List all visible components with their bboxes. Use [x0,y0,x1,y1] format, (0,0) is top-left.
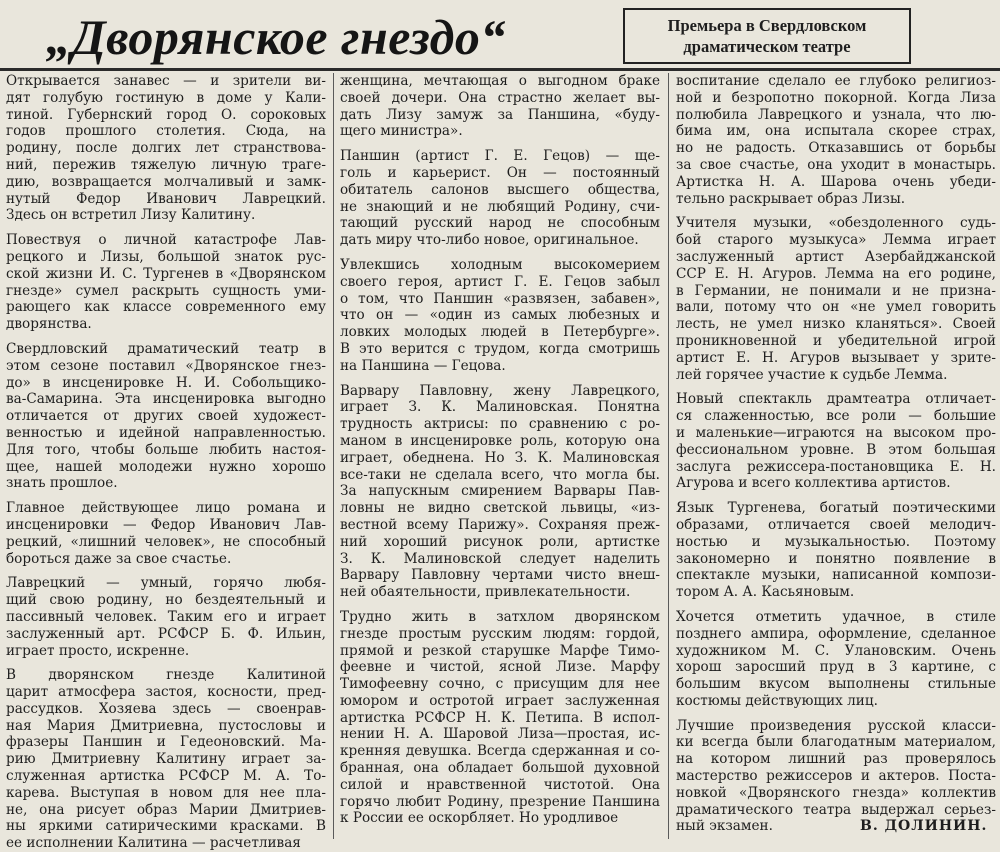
text-line: голь и карьерист. Он — постоянный [340,164,660,181]
text-line: феевне и чистой, ясной Лизе. Марфу [340,659,660,676]
text-line: служенная артистка РСФСР М. А. То- [6,768,326,785]
text-line: В это верится с трудом, когда смотришь [340,340,660,357]
text-line: играет просто, искренне. [6,642,190,659]
text-line: ее исполнении Калитина — расчетливая [6,835,301,852]
text-line: своей дочери. Она страстно желает вы- [340,89,660,106]
text-line: знать прошлое. [6,475,118,492]
article-column-1 [6,73,326,852]
text-line: образами, отличается своей мелодич- [676,516,996,533]
text-line: заслуга режиссера-постановщика Е. Н. [676,458,996,475]
paragraph [340,148,660,249]
text-line: на Паншина — Гецова. [340,357,506,374]
text-line: тором А. А. Касьяновым. [676,584,855,601]
text-line: ловких молодых людей в Петербурге». [340,324,660,341]
text-line: дать миру что-либо новое, оригинальное. [340,232,639,249]
paragraph [676,215,996,383]
rubric-text: Премьера в Свердловском драматическом театре [667,16,867,56]
text-line: Варвару Павловну, жену Лаврецкого, [340,382,660,399]
text-line: ловны не видно светской львицы, «из- [340,500,660,517]
text-line: годов прошлого столетия. Сюда, на [6,123,326,140]
text-line: В дворянском гнезде Калитиной [6,667,326,684]
text-line: драматического театра выдержал серьез- [676,801,996,818]
text-line: дию, возвращается молчаливый и замк- [6,173,326,190]
text-line: полюбила Лаврецкого и узнала, что лю- [676,106,996,123]
paragraph [676,73,996,207]
text-line: Лаврецкий — умный, горячо любя- [6,575,326,592]
text-line: Артистка Н. А. Шарова очень убеди- [676,173,996,190]
text-line: щего министра». [340,123,463,140]
text-line: бороться даже за свое счастье. [6,550,232,567]
text-line: ний хороший рисунок роли, артистке [340,533,660,550]
text-line: прямой и резкой старушке Марфе Тимо- [340,642,660,659]
article-headline: „Дворянское гнездо“ [46,9,506,65]
text-line: женщина, мечтающая о выгодном браке [340,73,660,89]
paragraph [676,391,996,492]
text-line: горячо любит Родину, презрение Паншина [340,793,660,810]
text-line: в Германии, не понимали и не призна- [676,282,996,299]
text-line: Новый спектакль драмтеатра отличает- [676,391,996,408]
paragraph [6,667,326,852]
text-line: юмором и остротой играет заслуженная [340,692,660,709]
text-line: вестной всему Парижу». Сохраняя преж- [340,516,660,533]
text-line: рассудков. Хозяева здесь — своенрав- [6,700,326,717]
paragraph [6,341,326,492]
text-line: дворянства. [6,316,92,333]
text-line: ной и безропотно покорной. Когда Лиза [676,89,996,106]
text-line: рецкого и Лизы, большой знаток рус- [6,248,326,265]
text-line: хорош заросший пруд в 3 картине, с [676,659,996,676]
text-line: ний, пережив тяжелую личную траге- [6,156,326,173]
text-line: вали, потому что он «не умел говорить [676,299,996,316]
text-line: закономерно и понятно появление в [676,550,996,567]
text-line: проникновенной и убедительной игрой [676,332,996,349]
text-line: родину, после долгих лет странствова- [6,140,326,157]
text-line: Паншин (артист Г. Е. Гецов) — ще- [340,148,660,165]
text-line: нении Н. А. Шаровой Лиза—простая, ис- [340,726,660,743]
text-line: щий свою родину, но бездеятельный и [6,592,326,609]
paragraph [340,73,660,140]
text-line: и маленькие—играются на высоком про- [676,424,996,441]
text-line: ны яркими сатирическими красками. В [6,818,326,835]
text-line: За напускным смирением Варвары Пав- [340,483,660,500]
text-line: Лучшие произведения русской класси- [676,717,996,734]
text-line: позднего ампира, оформление, сделанное [676,625,996,642]
text-line: спектакле музыки, написанной компози- [676,567,996,584]
paragraph [6,575,326,659]
text-line: за свое счастье, она уходит в монастырь. [676,156,996,173]
text-line: артист Е. Н. Агуров вызывает у зрите- [676,349,996,366]
text-line: карева. Выступая в новом для нее пла- [6,784,326,801]
text-line: отличается от других своей художест- [6,408,326,425]
paragraph [340,257,660,375]
text-line: гнезде» сумел раскрыть сущность уми- [6,282,326,299]
text-line: щее, нашей молодежи нужно хорошо [6,458,326,475]
text-line: трудность актрисы: по сравнению с ро- [340,416,660,433]
text-line: царит атмосфера застоя, косности, пред- [6,684,326,701]
text-line: к России ее оскорбляет. Но уродливое [340,810,619,827]
paragraph [676,500,996,601]
text-line: ской жизни И. С. Тургенев в «Дворянском [6,265,326,282]
text-line: костюмы действующих лиц. [676,692,878,709]
text-line: бой старого музыкуса» Лемма играет [676,232,996,249]
text-line: нутый Федор Иванович Лаврецкий. [6,190,326,207]
text-line: пассивный человек. Таким его и играет [6,608,326,625]
text-line: ся слаженностью, все роли — большие [676,408,996,425]
text-line: что он — «один из самых любезных и [340,307,660,324]
text-line: своего героя, артист Г. Е. Гецов забыл [340,273,660,290]
text-line: этом сезоне поставил «Дворянское гнез- [6,357,326,374]
text-line: гнезде простым русским людям: гордой, [340,625,660,642]
text-line: рию Дмитриевну Калитину играет за- [6,751,326,768]
text-line: Свердловский драматический театр в [6,340,326,357]
text-line: не, она рисует образ Марии Дмитриев- [6,801,326,818]
text-line: дать Лизу замуж за Паншина, «буду- [340,106,660,123]
text-line: фессиональном уровне. В этом большая [676,441,996,458]
text-line: силой и нравственной чистотой. Она [340,776,660,793]
text-line: кренняя девушка. Всегда сдержанная и со- [340,743,660,760]
text-line: до» в инсценировке Н. И. Собольщико- [6,374,326,391]
text-line: З. К. Малиновской следует наделить [340,550,660,567]
text-line: не знающий и не любящий Родину, счи- [340,198,660,215]
text-line: тиной. Губернский город О. сороковых [6,106,326,123]
text-line: Язык Тургенева, богатый поэтическими [676,500,996,517]
text-line: Учителя музыки, «обездоленного судь- [676,215,996,232]
text-line: Здесь он встретил Лизу Калитину. [6,207,256,224]
text-line: ней обаятельности, привлекательности. [340,584,631,601]
text-line: художником М. С. Улановским. Очень [676,642,996,659]
paragraph [676,609,996,710]
paragraph [340,383,660,601]
text-line: Повествуя о личной катастрофе Лав- [6,232,326,249]
text-line: большим вкусом выполнены стильные [676,676,996,693]
text-line: ва-Самарина. Эта инсценировка выгодно [6,391,326,408]
text-line: Для того, чтобы больше любить настоя- [6,441,326,458]
text-line: маном в инсценировке роль, которую она [340,432,660,449]
text-line: лесть, не умел низко кланяться». Своей [676,316,996,333]
text-line: рающего как классе современного ему [6,299,326,316]
text-line: Главное действующее лицо романа и [6,500,326,517]
paragraph [6,73,326,224]
text-line: бима им, она испытала скорее страх, [676,123,996,140]
header-rule [0,68,1000,71]
text-line: венностью и идейной направленностью. [6,424,326,441]
text-line: Увлекшись холодным высокомерием [340,256,660,273]
text-line: все-таки не сделала всего, что могла бы. [340,466,660,483]
column-divider [668,73,669,839]
text-line: Варвару Павловну чертами чисто внеш- [340,567,660,584]
text-line: ССР Е. Н. Агуров. Лемма на его родине, [676,265,996,282]
text-line: лей горячее участие к судьбе Лемма. [676,366,948,383]
paragraph [340,609,660,827]
text-line: фразеры Паншин и Гедеоновский. Ма- [6,734,326,751]
text-line: обитатель салонов высшего общества, [340,181,660,198]
paragraph [6,500,326,567]
column-divider [333,73,334,839]
text-line: ки всегда были благодатным материалом, [676,734,996,751]
rubric-box [623,8,911,64]
article-column-3 [676,73,996,839]
text-line: ный экзамен. [676,818,773,835]
text-line: бранная, она обладает большой духовной [340,760,660,777]
text-line: артистка РСФСР Н. К. Петипа. В испол- [340,709,660,726]
text-line: на котором лишний раз проверялось [676,751,996,768]
text-line: дят голубую гостиную в доме у Кали- [6,89,326,106]
author-signature: В. ДОЛИНИН. [860,818,988,834]
text-line: Агурова и всего коллектива артистов. [676,475,951,492]
text-line: тающий русский народ не способным [340,215,660,232]
text-line: тельно раскрывает образ Лизы. [676,190,906,207]
text-line: мастерство режиссеров и актеров. Поста- [676,768,996,785]
text-line: заслуженный арт. РСФСР Б. Ф. Ильин, [6,625,326,642]
paragraph [6,232,326,333]
text-line: но не радость. Отказавшись от борьбы [676,140,996,157]
text-line: воспитание сделало ее глубоко религиоз- [676,73,996,89]
text-line: ная Мария Дмитриевна, пустословы и [6,717,326,734]
text-line: Трудно жить в затхлом дворянском [340,608,660,625]
text-line: заслуженный артист Азербайджанской [676,248,996,265]
text-line: о том, что Паншин «развязен, забавен», [340,290,660,307]
article-column-2 [340,73,660,839]
text-line: инсценировки — Федор Иванович Лав- [6,516,326,533]
text-line: Тимофеевну сочно, с присущим для нее [340,676,660,693]
text-line: играет, обеднена. Но З. К. Малиновская [340,449,660,466]
text-line: Хочется отметить удачное, в стиле [676,608,996,625]
text-line: играет З. К. Малиновская. Понятна [340,399,660,416]
text-line: новкой «Дворянского гнезда» коллектив [676,784,996,801]
text-line: рецкий, «лишний человек», не способный [6,533,326,550]
text-line: ностью и музыкальностью. Поэтому [676,533,996,550]
text-line: Открывается занавес — и зрители ви- [6,73,326,89]
